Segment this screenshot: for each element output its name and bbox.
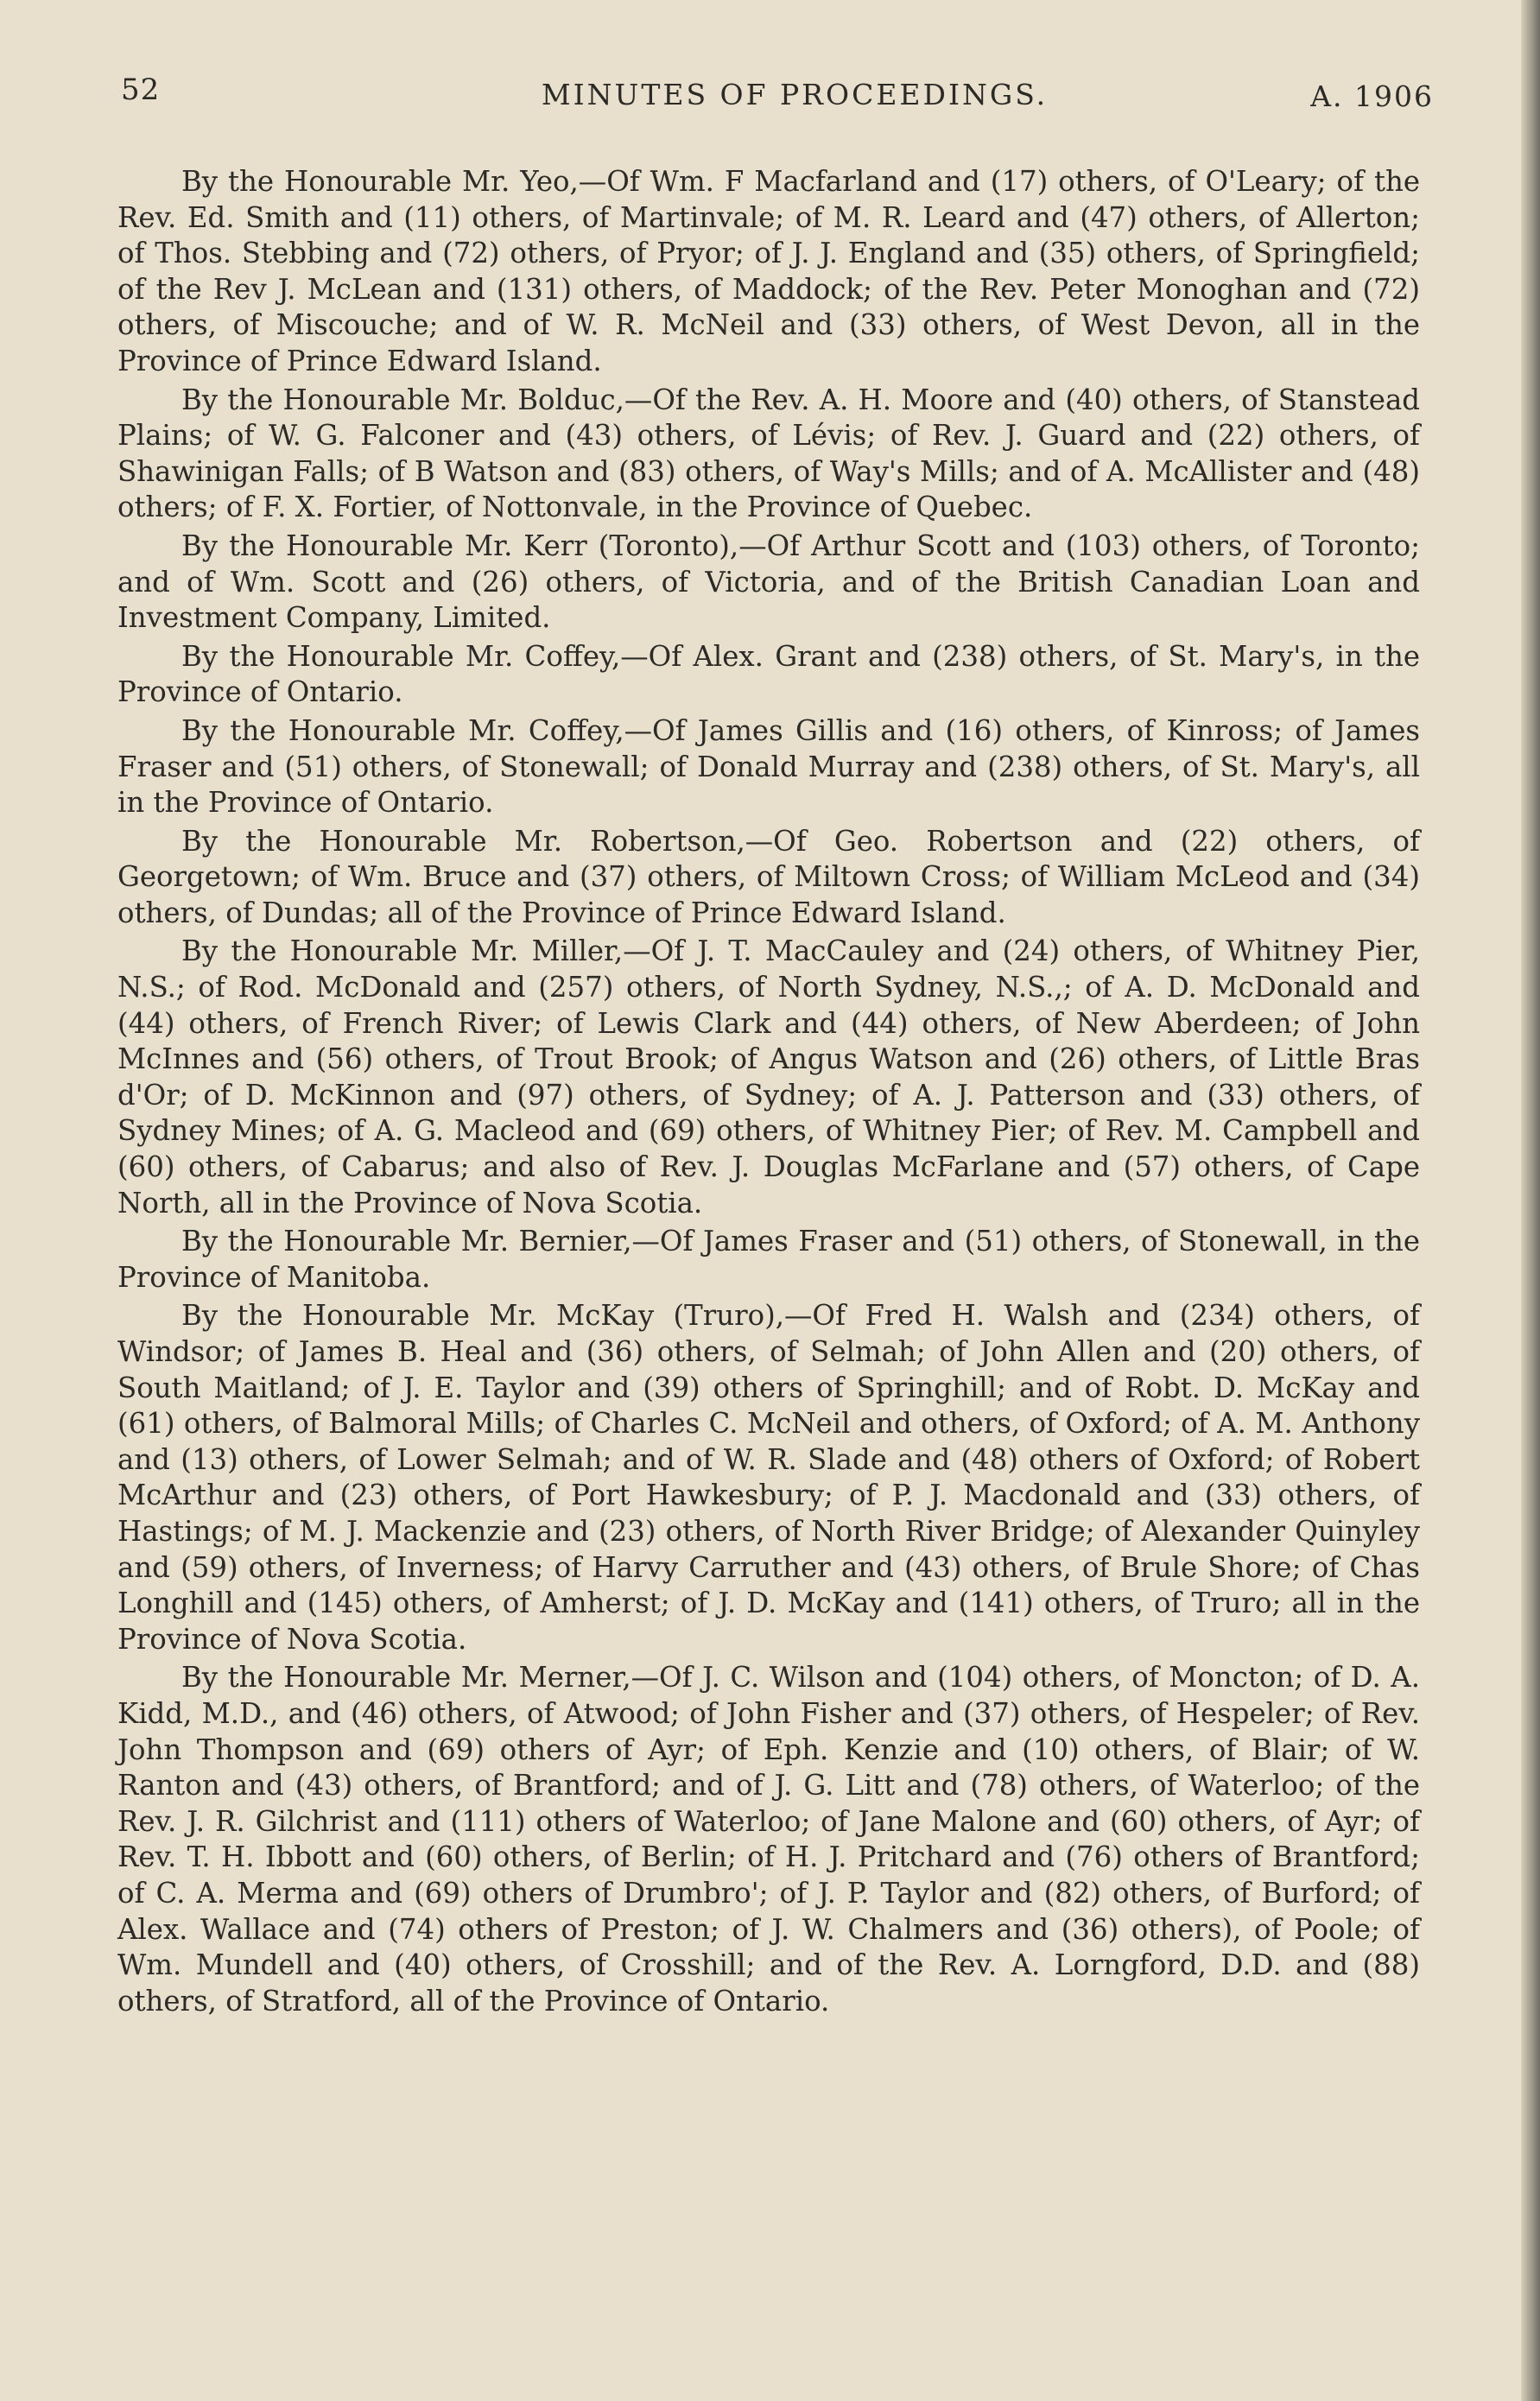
paragraph-coffey-1: By the Honourable Mr. Coffey,—Of Alex. Grant and (238) others, of St. Mary's, in the Province of Ontario. xyxy=(117,639,1420,709)
paragraph-kerr: By the Honourable Mr. Kerr (Toronto),—Of Arthur Scott and (103) others, of Toronto; and of Wm. Scott and (26) others, of Victoria, and of the British Canadian Loan and Investment Company, Limited. xyxy=(117,529,1420,635)
paragraph-merner: By the Honourable Mr. Merner,—Of J. C. Wilson and (104) others, of Moncton; of D. A. Kidd, M.D., and (46) others, of Atwood; of John Fisher and (37) others, of Hespeler; of Rev. John Thompson and (69) others of Ayr; of Eph. Kenzie and (10) others, of Blair; of W. Ranton and (43) others, of Brantford; and of J. G. Litt and (78) others, of Waterloo; of the Rev. J. R. Gilchrist and (111) others of Waterloo; of Jane Malone and (60) others, of Ayr; of Rev. T. H. Ibbott and (60) others, of Berlin; of H. J. Pritchard and (76) others of Brantford; of C. A. Merma and (69) others of Drumbro'; of J. P. Taylor and (82) others, of Burford; of Alex. Wallace and (74) others of Preston; of J. W. Chalmers and (36) others), of Poole; of Wm. Mundell and (40) others, of Crosshill; and of the Rev. A. Lorngford, D.D. and (88) others, of Stratford, all of the Province of Ontario. xyxy=(117,1661,1420,2018)
paragraph-robertson: By the Honourable Mr. Robertson,—Of Geo. Robertson and (22) others, of Georgetown; of Wm. Bruce and (37) others, of Miltown Cross; of William McLeod and (34) others, of Dundas; all of the Province of Prince Edward Island. xyxy=(117,824,1420,929)
paragraph-coffey-2: By the Honourable Mr. Coffey,—Of James Gillis and (16) others, of Kinross; of James Fraser and (51) others, of Stonewall; of Donald Murray and (238) others, of St. Mary's, all in the Province of Ontario. xyxy=(117,713,1420,820)
paragraph-bolduc: By the Honourable Mr. Bolduc,—Of the Rev. A. H. Moore and (40) others, of Stanstead Plains; of W. G. Falconer and (43) others, of Lévis; of Rev. J. Guard and (22) others, of Shawinigan Falls; of B Watson and (83) others, of Way's Mills; and of A. McAllister and (48) others; of F. X. Fortier, of Nottonvale, in the Province of Quebec. xyxy=(117,383,1420,524)
body-text xyxy=(117,164,1420,2019)
paragraph-yeo: By the Honourable Mr. Yeo,—Of Wm. F Macfarland and (17) others, of O'Leary; of the Rev. Ed. Smith and (11) others, of Martinvale; of M. R. Leard and (47) others, of Allerton; of Thos. Stebbing and (72) others, of Pryor; of J. J. England and (35) others, of Springfield; of the Rev J. McLean and (131) others, of Maddock; of the Rev. Peter Monoghan and (72) others, of Miscouche; and of W. R. McNeil and (33) others, of West Devon, all in the Province of Prince Edward Island. xyxy=(117,165,1420,377)
session-label: A. 1906 xyxy=(1310,79,1434,113)
running-title: MINUTES OF PROCEEDINGS. xyxy=(541,78,1049,111)
page-header xyxy=(121,67,1434,128)
paragraph-bernier: By the Honourable Mr. Bernier,—Of James Fraser and (51) others, of Stonewall, in the Province of Manitoba. xyxy=(117,1225,1420,1294)
paragraph-miller: By the Honourable Mr. Miller,—Of J. T. MacCauley and (24) others, of Whitney Pier, N.S.; of Rod. McDonald and (257) others, of North Sydney, N.S.,; of A. D. McDonald and (44) others, of French River; of Lewis Clark and (44) others, of New Aberdeen; of John McInnes and (56) others, of Trout Brook; of Angus Watson and (26) others, of Little Bras d'Or; of D. McKinnon and (97) others, of Sydney; of A. J. Patterson and (33) others, of Sydney Mines; of A. G. Macleod and (69) others, of Whitney Pier; of Rev. M. Campbell and (60) others, of Cabarus; and also of Rev. J. Douglas McFarlane and (57) others, of Cape North, all in the Province of Nova Scotia. xyxy=(117,934,1420,1220)
page-number: 52 xyxy=(121,73,161,107)
paragraph-mckay: By the Honourable Mr. McKay (Truro),—Of Fred H. Walsh and (234) others, of Windsor; of James B. Heal and (36) others, of Selmah; of John Allen and (20) others, of South Maitland; of J. E. Taylor and (39) others of Springhill; and of Robt. D. McKay and (61) others, of Balmoral Mills; of Charles C. McNeil and others, of Oxford; of A. M. Anthony and (13) others, of Lower Selmah; and of W. R. Slade and (48) others of Oxford; of Robert McArthur and (23) others, of Port Hawkesbury; of P. J. Macdonald and (33) others, of Hastings; of M. J. Mackenzie and (23) others, of North River Bridge; of Alexander Quinyley and (59) others, of Inverness; of Harvy Carruther and (43) others, of Brule Shore; of Chas Longhill and (145) others, of Amherst; of J. D. McKay and (141) others, of Truro; all in the Province of Nova Scotia. xyxy=(117,1299,1420,1656)
page-edge xyxy=(1521,0,1540,2401)
